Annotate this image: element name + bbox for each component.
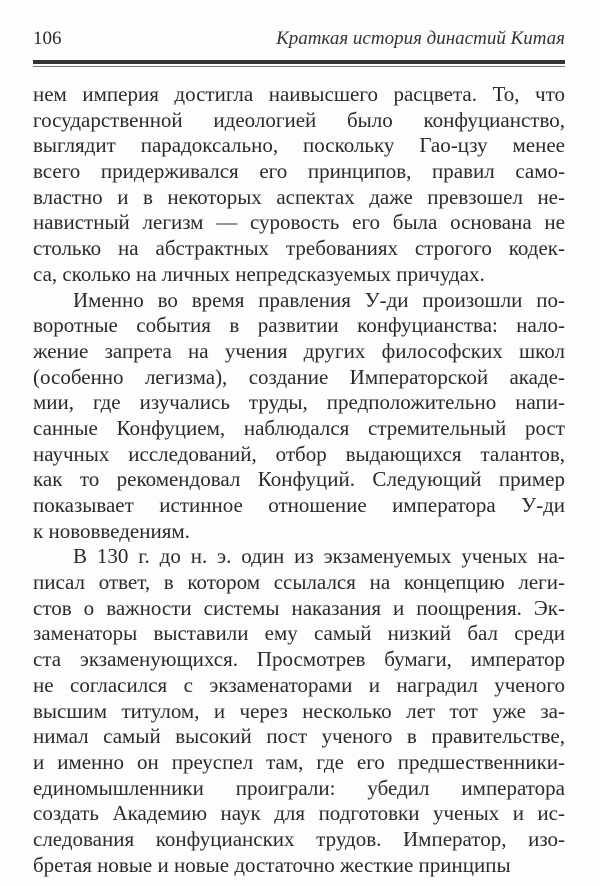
text-line: мии, где изучались труды, предположительно напи-	[33, 390, 565, 415]
text-line: стов о важности системы наказания и поощрения. Эк-	[33, 595, 565, 620]
text-line: как то рекомендовал Конфуций. Следующий пример	[33, 467, 565, 492]
text-line: бретая новые и новые достаточно жесткие принципы	[33, 852, 511, 877]
text-line: са, сколько на личных непредсказуемых причудах.	[33, 261, 485, 286]
text-line: государственной идеологией было конфуцианство,	[33, 107, 565, 132]
text-line: заменаторы выставили ему самый низкий бал среди	[33, 621, 565, 646]
running-title: Краткая история династий Китая	[276, 28, 565, 49]
text-line: (особенно легизма), создание Императорской акаде-	[33, 364, 565, 389]
text-line: властно и в некоторых аспектах даже превзошел не-	[33, 184, 565, 209]
text-line: показывает истинное отношение императора У-ди	[33, 493, 565, 517]
text-line: нимал самый высокий пост ученого в правительстве,	[33, 724, 565, 749]
text-line: нем империя достигла наивысшего расцвета. То, что	[33, 82, 565, 106]
text-line: к нововведениям.	[33, 518, 190, 543]
text-line: создать Академию наук для подготовки ученых и ис-	[33, 801, 565, 826]
text-line: Именно во время правления У-ди произошли по-	[73, 287, 565, 312]
text-line: и именно он преуспел там, где его предшественники-	[33, 749, 565, 774]
paragraph	[33, 288, 565, 545]
text-line: не согласился с экзаменаторами и наградил ученого	[33, 672, 565, 697]
text-line: всего придерживался его принципов, правил само-	[33, 159, 565, 184]
text-line: жение запрета на учения других философских школ	[33, 338, 565, 363]
text-line: научных исследований, отбор выдающихся талантов,	[33, 441, 565, 466]
text-line: выглядит парадоксально, поскольку Гао-цзу менее	[33, 133, 565, 158]
text-line: ста экзаменующихся. Просмотрев бумаги, император	[33, 647, 565, 672]
page-body	[33, 82, 565, 878]
text-line: высшим титулом, и через несколько лет тот уже за-	[33, 698, 565, 723]
text-line: В 130 г. до н. э. один из экзаменуемых ученых на-	[73, 544, 565, 569]
page-number: 106	[33, 28, 62, 49]
text-line: следования конфуцианских трудов. Император, изо-	[33, 826, 565, 851]
header-rule-thin	[33, 66, 565, 67]
text-line: навистный легизм — суровость его была основана не	[33, 210, 565, 235]
header-rule	[33, 60, 565, 64]
text-line: санные Конфуцием, наблюдался стремительный рост	[33, 415, 565, 440]
text-line: писал ответ, в котором ссылался на концепцию леги-	[33, 570, 565, 595]
running-header	[33, 28, 565, 52]
paragraph	[33, 544, 565, 878]
text-line: столько на абстрактных требованиях строгого кодек-	[33, 236, 565, 261]
text-line: единомышленники проиграли: убедил императора	[33, 775, 565, 800]
paragraph	[33, 82, 565, 288]
text-line: воротные события в развитии конфуцианства: нало-	[33, 313, 565, 338]
